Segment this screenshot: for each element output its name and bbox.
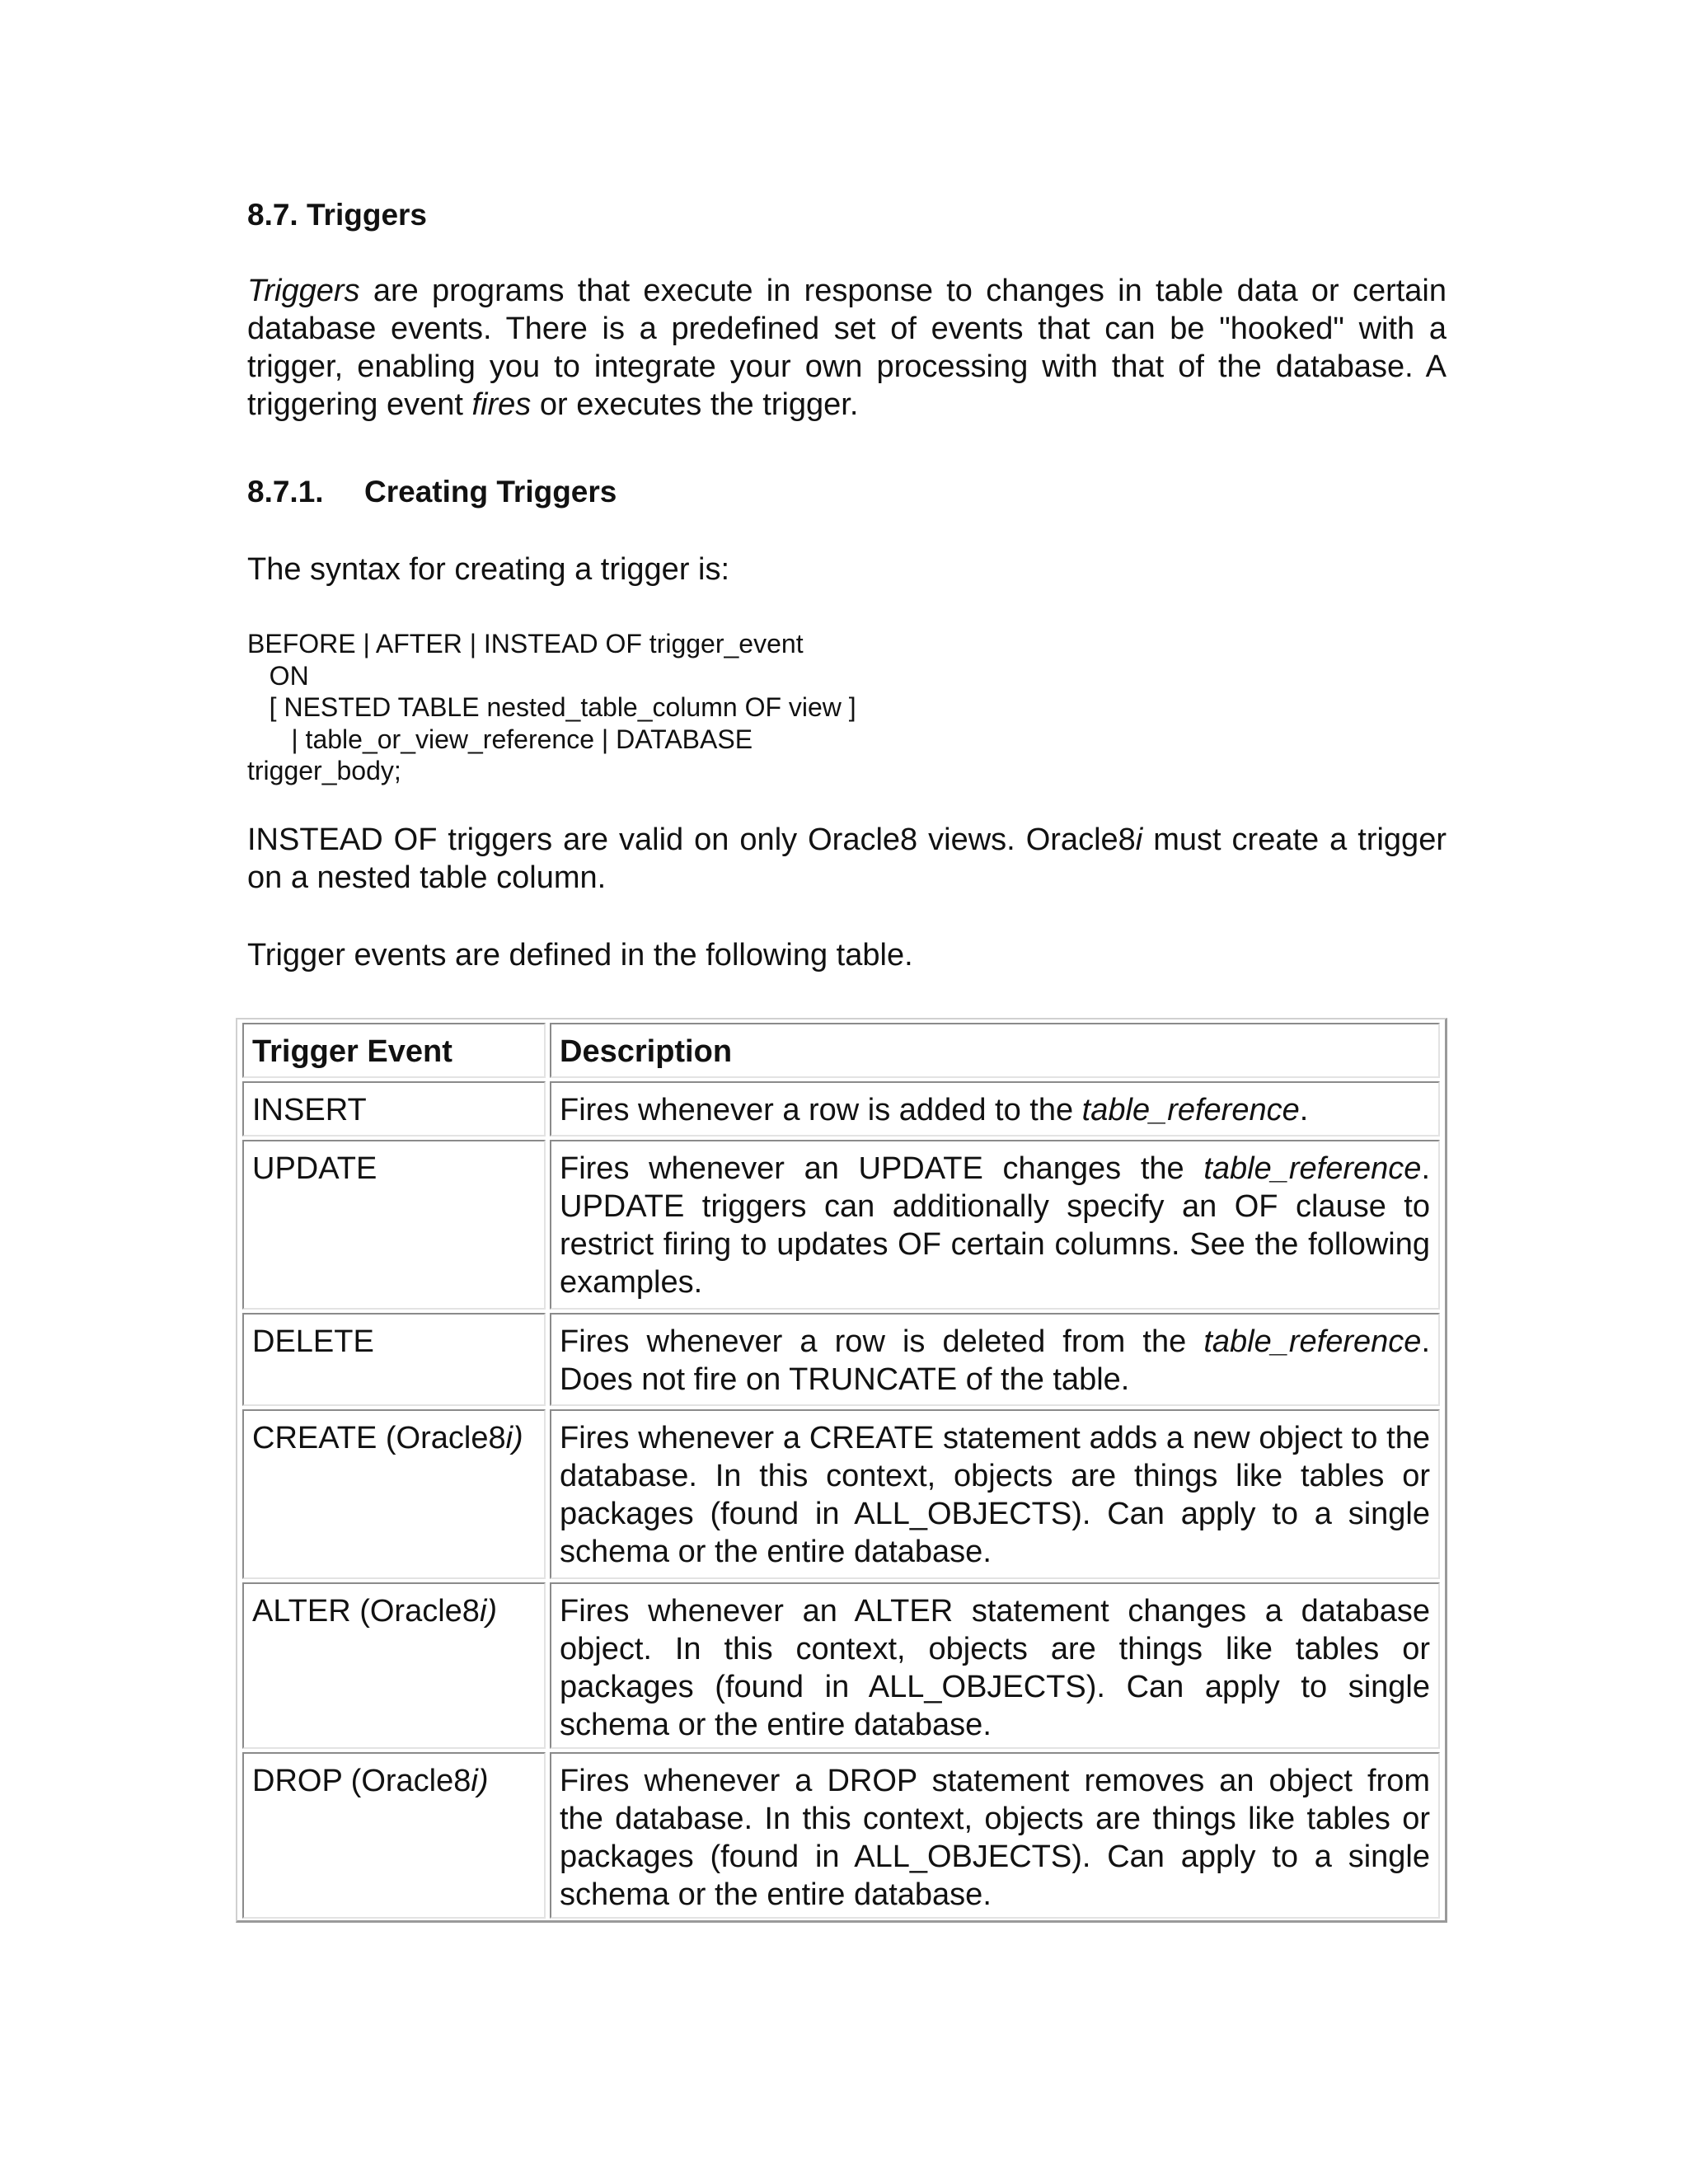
event-name-italic: i) — [505, 1421, 523, 1455]
event-name-italic: i) — [479, 1594, 498, 1629]
event-name: CREATE (Oracle8 — [252, 1421, 506, 1455]
syntax-block — [247, 628, 856, 787]
table-row-description — [550, 1313, 1440, 1406]
intro-text-a: are programs that execute in response to changes in table data or certain database events. There is a predefined set of events that can be "hooked" with a trigger, enabling you to integrate your own processing with that of the database. A triggering event — [247, 274, 1447, 422]
table-header-event: Trigger Event — [242, 1023, 546, 1078]
instead-of-note — [247, 821, 1447, 897]
syntax-line: trigger_body; — [247, 756, 401, 785]
table-row-description — [550, 1140, 1440, 1310]
desc-italic: table_reference — [1081, 1093, 1300, 1127]
event-name: UPDATE — [252, 1151, 377, 1186]
desc-text-a: Fires whenever a DROP statement removes an object from the database. In this context, objects are things like tables or packages (found in ALL_OBJECTS). Can apply to a single schema or the entire database. — [560, 1764, 1430, 1912]
desc-text-a: Fires whenever an UPDATE changes the — [560, 1151, 1204, 1186]
table-row-description — [550, 1409, 1440, 1579]
table-row-event — [242, 1752, 546, 1919]
table-header-description: Description — [550, 1023, 1440, 1078]
section-heading — [247, 198, 427, 232]
trigger-events-table — [236, 1018, 1447, 1923]
intro-term-fires: fires — [471, 387, 532, 422]
desc-text-a: Fires whenever a row is added to the — [560, 1093, 1082, 1127]
table-row-event — [242, 1081, 546, 1137]
desc-text-a: Fires whenever a row is deleted from the — [560, 1324, 1204, 1359]
instead-note-text-a: INSTEAD OF triggers are valid on only Oracle8 views. Oracle8 — [247, 823, 1136, 857]
table-row-description — [550, 1582, 1440, 1749]
event-name: DROP (Oracle8 — [252, 1764, 471, 1798]
desc-text-b: . — [1299, 1093, 1309, 1127]
table-row-event — [242, 1313, 546, 1406]
desc-text-a: Fires whenever a CREATE statement adds a new object to the database. In this context, objects are things like tables or packages (found in ALL_OBJECTS). Can apply to a single schema or the entire database. — [560, 1421, 1430, 1569]
intro-text-b: or executes the trigger. — [531, 387, 859, 422]
desc-text-a: Fires whenever an ALTER statement changes a database object. In this context, objects are things like tables or packages (found in ALL_OBJECTS). Can apply to single schema or the entire database. — [560, 1594, 1430, 1742]
section-number: 8.7. — [247, 198, 298, 232]
desc-text-b: . UPDATE triggers can additionally specify an OF clause to restrict firing to updates OF certain columns. See the following examples. — [560, 1151, 1430, 1300]
desc-italic: table_reference — [1203, 1324, 1422, 1359]
intro-term: Triggers — [247, 274, 360, 308]
subsection-number: 8.7.1. — [247, 475, 324, 509]
event-name: ALTER (Oracle8 — [252, 1594, 480, 1629]
instead-note-text-b: must create a trigger on a nested table column. — [247, 823, 1447, 895]
event-name: INSERT — [252, 1093, 367, 1127]
syntax-line: ON — [247, 660, 309, 691]
subsection-heading — [247, 475, 617, 509]
table-row-description — [550, 1752, 1440, 1919]
syntax-line: | table_or_view_reference | DATABASE — [247, 724, 753, 754]
subsection-title: Creating Triggers — [364, 475, 617, 509]
syntax-line: BEFORE | AFTER | INSTEAD OF trigger_event — [247, 629, 804, 658]
event-name-italic: i) — [471, 1764, 489, 1798]
syntax-intro: The syntax for creating a trigger is: — [247, 552, 730, 587]
section-title: Triggers — [307, 198, 427, 232]
intro-paragraph — [247, 272, 1447, 424]
table-row-description — [550, 1081, 1440, 1137]
syntax-line: [ NESTED TABLE nested_table_column OF view ] — [247, 692, 856, 722]
table-row-event — [242, 1582, 546, 1749]
instead-note-italic: i — [1135, 823, 1143, 857]
events-intro: Trigger events are defined in the following table. — [247, 938, 913, 972]
event-name: DELETE — [252, 1324, 374, 1359]
table-row-event — [242, 1409, 546, 1579]
desc-italic: table_reference — [1203, 1151, 1422, 1186]
table-row-event — [242, 1140, 546, 1310]
desc-text-b: . Does not fire on TRUNCATE of the table. — [560, 1324, 1430, 1397]
